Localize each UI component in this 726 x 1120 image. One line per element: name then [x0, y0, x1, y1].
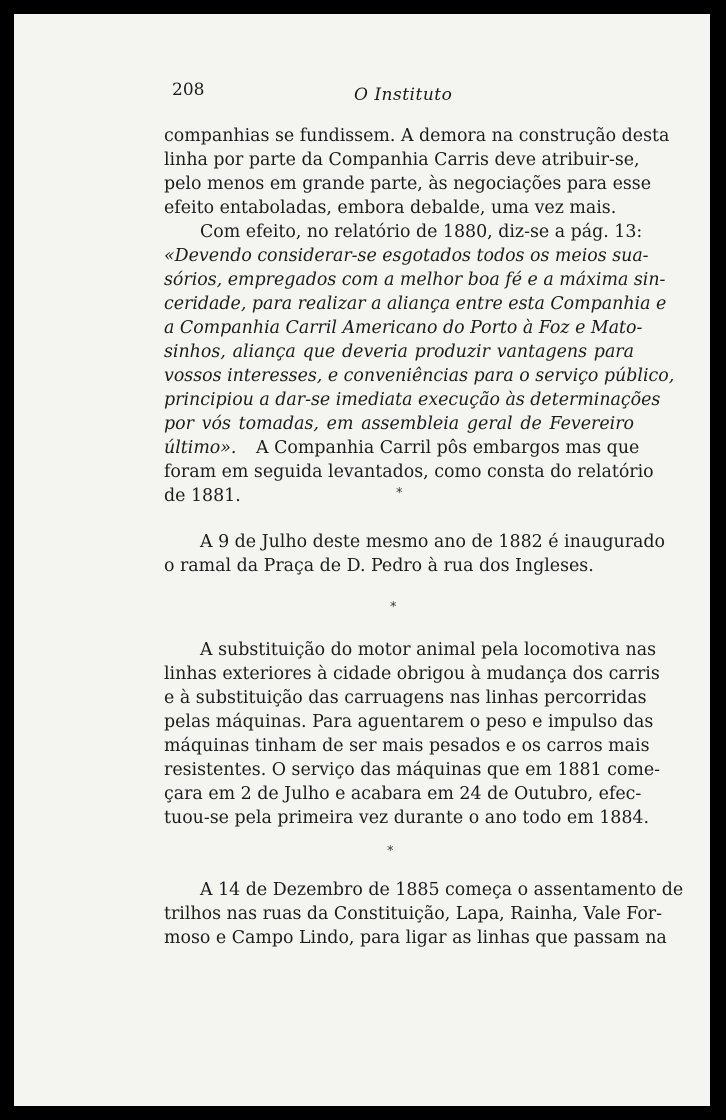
text-line: efeito entaboladas, embora debalde, uma vez mais.	[164, 198, 617, 218]
quote-line: sinhos, aliança que deveria produzir vantagens para	[164, 342, 634, 362]
quote-line: a Companhia Carril Americano do Porto à Foz e Mato-	[164, 318, 643, 338]
quote-line: «Devendo considerar-se esgotados todos os meios sua-	[164, 246, 649, 266]
text-line: trilhos nas ruas da Constituição, Lapa, Rainha, Vale For-	[164, 904, 662, 924]
text-line: e à substituição das carruagens nas linhas percorridas	[164, 688, 647, 708]
quote-line: vossos interesses, e conveniências para o serviço público,	[164, 366, 675, 386]
text-line: Com efeito, no relatório de 1880, diz-se a pág. 13:	[200, 222, 643, 242]
running-title: O Instituto	[354, 85, 453, 105]
text-line: pelas máquinas. Para aguentarem o peso e impulso das	[164, 712, 654, 732]
text-line: A substituição do motor animal pela locomotiva nas	[200, 640, 656, 660]
text-line: companhias se fundissem. A demora na construção desta	[164, 126, 670, 146]
text-line: máquinas tinham de ser mais pesados e os carros mais	[164, 736, 650, 756]
text-line: tuou-se pela primeira vez durante o ano todo em 1884.	[164, 808, 650, 828]
text-line: pelo menos em grande parte, às negociações para esse	[164, 174, 651, 194]
text-line: A Companhia Carril pôs embargos mas que	[256, 438, 640, 458]
section-separator: *	[390, 600, 397, 615]
section-separator: *	[396, 486, 403, 501]
quote-line: sórios, empregados com a melhor boa fé e a máxima sin-	[164, 270, 666, 290]
quote-line: principiou a dar-se imediata execução às determinações	[164, 390, 661, 410]
text-line: linhas exteriores à cidade obrigou à mudança dos carris	[164, 664, 660, 684]
text-line: A 9 de Julho deste mesmo ano de 1882 é inaugurado	[200, 532, 665, 552]
text-line: resistentes. O serviço das máquinas que em 1881 come-	[164, 760, 661, 780]
section-separator: *	[387, 844, 394, 859]
page-number: 208	[172, 80, 205, 100]
text-line: çara em 2 de Julho e acabara em 24 de Outubro, efec-	[164, 784, 642, 804]
text-line: linha por parte da Companhia Carris deve atribuir-se,	[164, 150, 640, 170]
quote-line: último».	[164, 438, 237, 458]
text-line: foram em seguida levantados, como consta do relatório	[164, 462, 654, 482]
quote-line: por vós tomadas, em assembleia geral de Fevereiro	[164, 414, 634, 434]
text-line: moso e Campo Lindo, para ligar as linhas que passam na	[164, 928, 667, 948]
quote-line: ceridade, para realizar a aliança entre esta Companhia e	[164, 294, 667, 314]
text-line: o ramal da Praça de D. Pedro à rua dos Ingleses.	[164, 556, 594, 576]
text-line: A 14 de Dezembro de 1885 começa o assentamento de	[200, 880, 684, 900]
text-line: de 1881.	[164, 486, 241, 506]
